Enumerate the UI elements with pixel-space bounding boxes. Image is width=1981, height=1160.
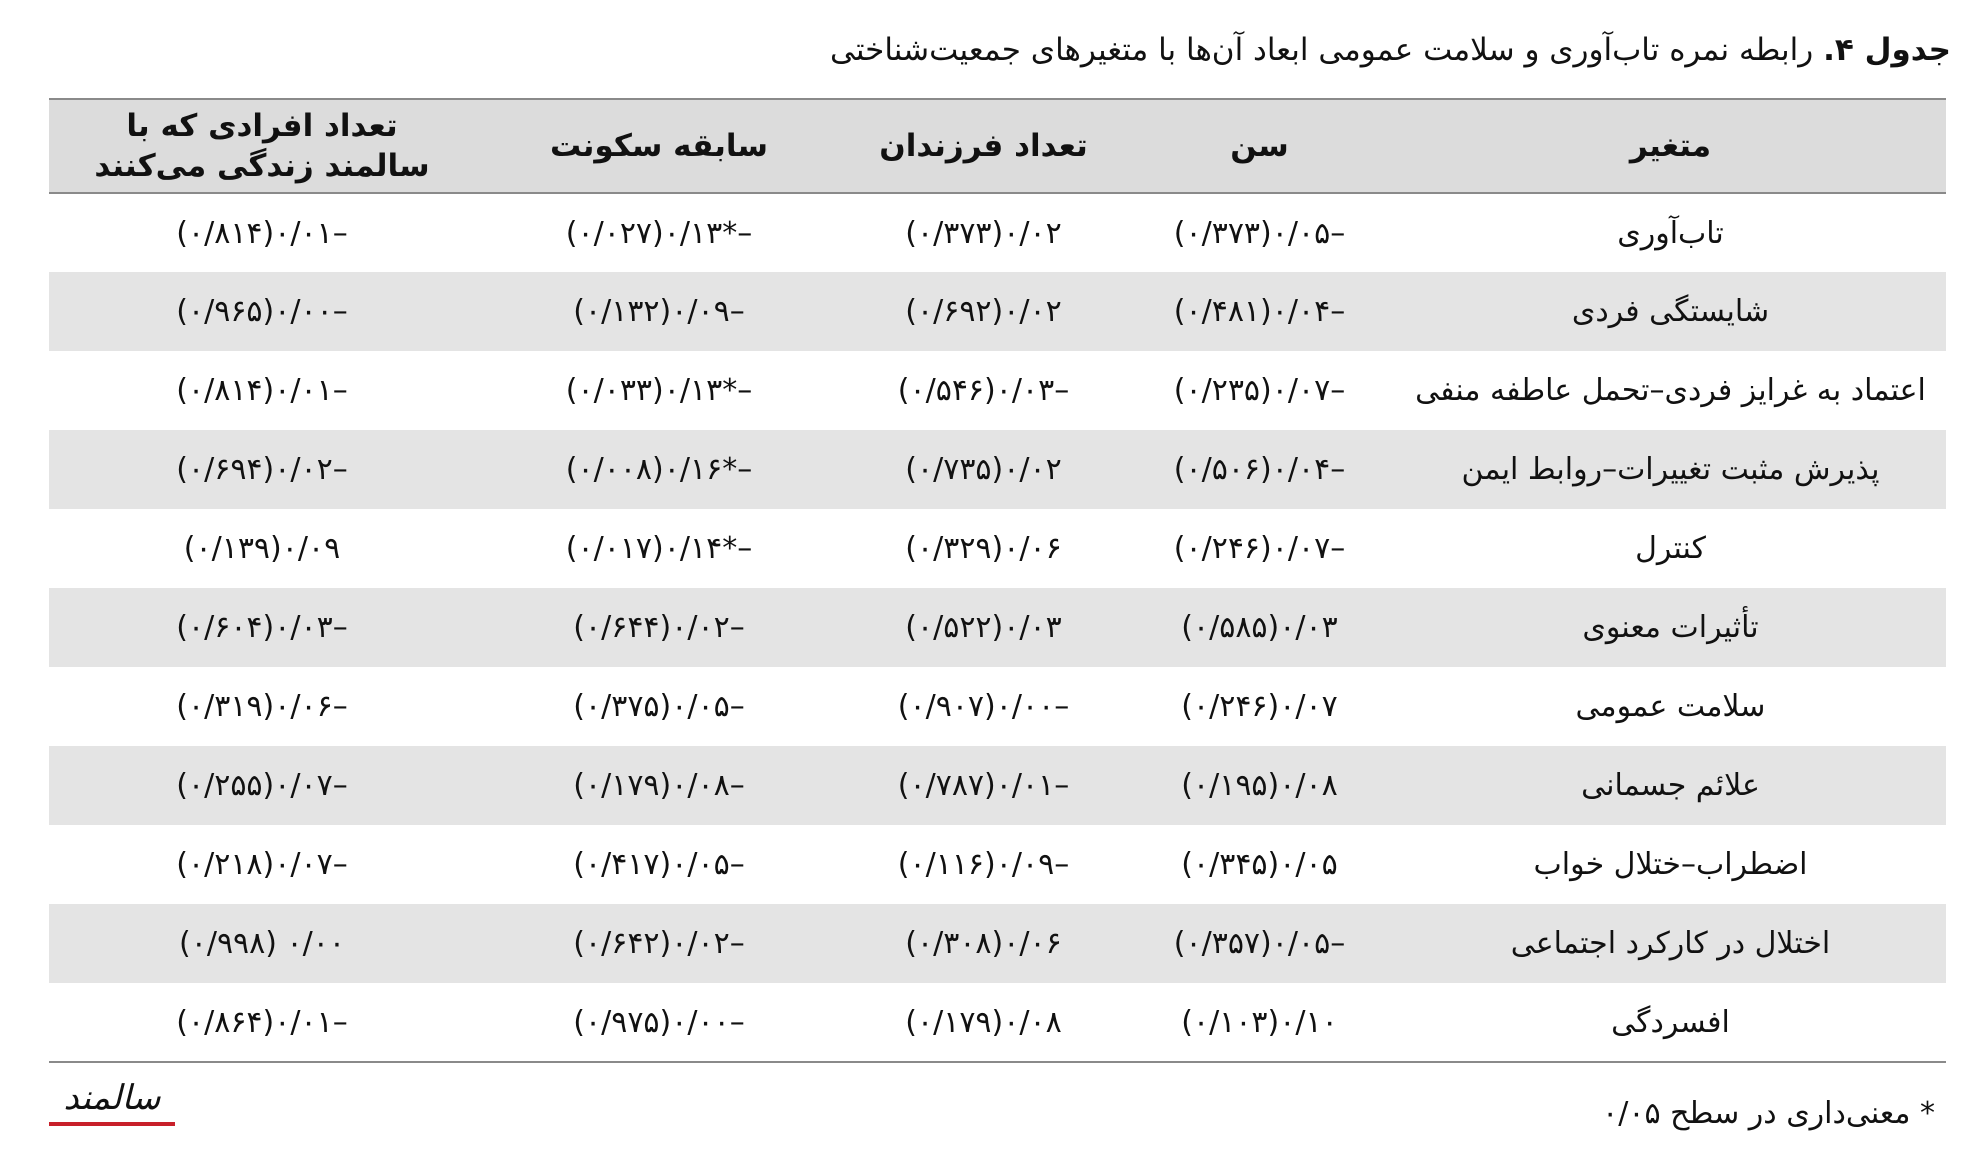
cell-age: (۰/۳۷۳)۰/۰۵– <box>1173 215 1346 251</box>
cell-children: (۰/۷۸۷)۰/۰۱– <box>897 768 1070 803</box>
cell-living: (۰/۸۱۴)۰/۰۱– <box>176 215 348 251</box>
cell-residence: (۰/۰۰۸)۰/۱۶*– <box>565 452 753 487</box>
cell-living: (۰/۳۱۹)۰/۰۶– <box>176 689 348 724</box>
header-living-line1: تعداد افرادی که با <box>126 108 398 144</box>
table-row <box>49 667 1946 746</box>
table-row <box>49 588 1946 667</box>
cell-children: (۰/۹۰۷)۰/۰۰– <box>897 689 1070 724</box>
header-age: سن <box>1124 99 1395 193</box>
cell-children: (۰/۳۲۹)۰/۰۶ <box>905 531 1062 566</box>
cell-age: (۰/۲۴۶)۰/۰۷ <box>1181 689 1338 724</box>
table-row <box>49 351 1946 430</box>
cell-living: (۰/۲۱۸)۰/۰۷– <box>176 847 348 882</box>
cell-variable: تاب‌آوری <box>1617 215 1724 251</box>
header-variable: متغیر <box>1395 99 1946 193</box>
table-row <box>49 193 1946 272</box>
cell-residence: (۰/۰۲۷)۰/۱۳*– <box>565 215 753 251</box>
salmand-logo <box>49 1078 175 1130</box>
cell-age: (۰/۳۵۷)۰/۰۵– <box>1173 926 1346 961</box>
cell-living: (۰/۹۶۵)۰/۰۰– <box>176 294 348 329</box>
cell-age: (۰/۵۰۶)۰/۰۴– <box>1173 452 1346 487</box>
cell-children: (۰/۱۱۶)۰/۰۹– <box>897 847 1070 882</box>
cell-living: (۰/۶۹۴)۰/۰۲– <box>176 452 348 487</box>
cell-residence: (۰/۰۳۳)۰/۱۳*– <box>565 373 753 408</box>
cell-residence: (۰/۹۷۵)۰/۰۰– <box>475 983 843 1062</box>
cell-children: (۰/۷۳۵)۰/۰۲ <box>905 452 1062 487</box>
cell-variable: علائم جسمانی <box>1581 768 1760 803</box>
cell-residence: (۰/۱۳۲)۰/۰۹– <box>573 294 745 329</box>
caption-label: جدول ۴. <box>1823 32 1951 68</box>
table-caption <box>830 28 1951 72</box>
cell-residence: (۰/۰۱۷)۰/۱۴*– <box>565 531 753 566</box>
cell-residence: (۰/۳۷۵)۰/۰۵– <box>573 689 745 724</box>
cell-children: (۰/۵۴۶)۰/۰۳– <box>897 373 1070 408</box>
table-body <box>49 193 1946 1062</box>
cell-residence: (۰/۶۴۲)۰/۰۲– <box>573 926 745 961</box>
cell-living: (۰/۹۹۸) ۰/۰۰ <box>179 926 345 961</box>
cell-children: (۰/۳۷۳)۰/۰۲ <box>905 215 1062 251</box>
results-table <box>49 98 1946 1063</box>
cell-residence: (۰/۴۱۷)۰/۰۵– <box>573 847 745 882</box>
table-row <box>49 983 1946 1062</box>
table-row <box>49 904 1946 983</box>
cell-residence: (۰/۶۴۴)۰/۰۲– <box>573 610 745 645</box>
cell-variable: اضطراب–ختلال خواب <box>1533 847 1808 882</box>
cell-living: (۰/۸۱۴)۰/۰۱– <box>176 373 348 408</box>
cell-variable: اعتماد به غرایز فردی–تحمل عاطفه منفی <box>1415 373 1926 408</box>
table-row <box>49 509 1946 588</box>
table-row <box>49 746 1946 825</box>
cell-children: (۰/۶۹۲)۰/۰۲ <box>905 294 1062 329</box>
cell-children: (۰/۳۰۸)۰/۰۶ <box>905 926 1062 961</box>
cell-age: (۰/۳۴۵)۰/۰۵ <box>1181 847 1338 882</box>
cell-variable: کنترل <box>1635 531 1706 566</box>
cell-children: (۰/۵۲۲)۰/۰۳ <box>905 610 1062 645</box>
table-header-row <box>49 99 1946 193</box>
cell-age: (۰/۱۰۳)۰/۱۰ <box>1124 983 1395 1062</box>
cell-living: (۰/۱۳۹)۰/۰۹ <box>183 531 341 566</box>
cell-age: (۰/۵۸۵)۰/۰۳ <box>1181 610 1338 645</box>
cell-living: (۰/۸۶۴)۰/۰۱– <box>49 983 475 1062</box>
cell-age: (۰/۴۸۱)۰/۰۴– <box>1173 294 1346 329</box>
significance-footnote: * معنی‌داری در سطح ۰/۰۵ <box>1602 1096 1935 1131</box>
cell-variable: شایستگی فردی <box>1571 294 1770 329</box>
table-row <box>49 272 1946 351</box>
table-row <box>49 430 1946 509</box>
logo-underline <box>49 1122 175 1126</box>
cell-living: (۰/۲۵۵)۰/۰۷– <box>176 768 348 803</box>
cell-residence: (۰/۱۷۹)۰/۰۸– <box>573 768 745 803</box>
cell-variable: افسردگی <box>1395 983 1946 1062</box>
header-residence: سابقه سکونت <box>475 99 843 193</box>
cell-living: (۰/۶۰۴)۰/۰۳– <box>176 610 348 645</box>
caption-text: رابطه نمره تاب‌آوری و سلامت عمومی ابعاد آن‌ها با متغیرهای جمعیت‌شناختی <box>829 32 1814 68</box>
header-children: تعداد فرزندان <box>843 99 1124 193</box>
table-row <box>49 825 1946 904</box>
cell-variable: پذیرش مثبت تغییرات–روابط ایمن <box>1461 452 1880 487</box>
cell-variable: سلامت عمومی <box>1575 689 1766 724</box>
cell-age: (۰/۲۴۶)۰/۰۷– <box>1173 531 1346 566</box>
cell-children: (۰/۱۷۹)۰/۰۸ <box>843 983 1124 1062</box>
header-living-with-elderly <box>49 99 475 193</box>
header-living-line2: سالمند زندگی می‌کنند <box>94 148 430 184</box>
logo-wordmark: سالمند <box>63 1078 161 1118</box>
cell-variable: تأثیرات معنوی <box>1582 610 1759 645</box>
cell-variable: اختلال در کارکرد اجتماعی <box>1510 926 1831 961</box>
cell-age: (۰/۲۳۵)۰/۰۷– <box>1173 373 1346 408</box>
cell-age: (۰/۱۹۵)۰/۰۸ <box>1181 768 1338 803</box>
